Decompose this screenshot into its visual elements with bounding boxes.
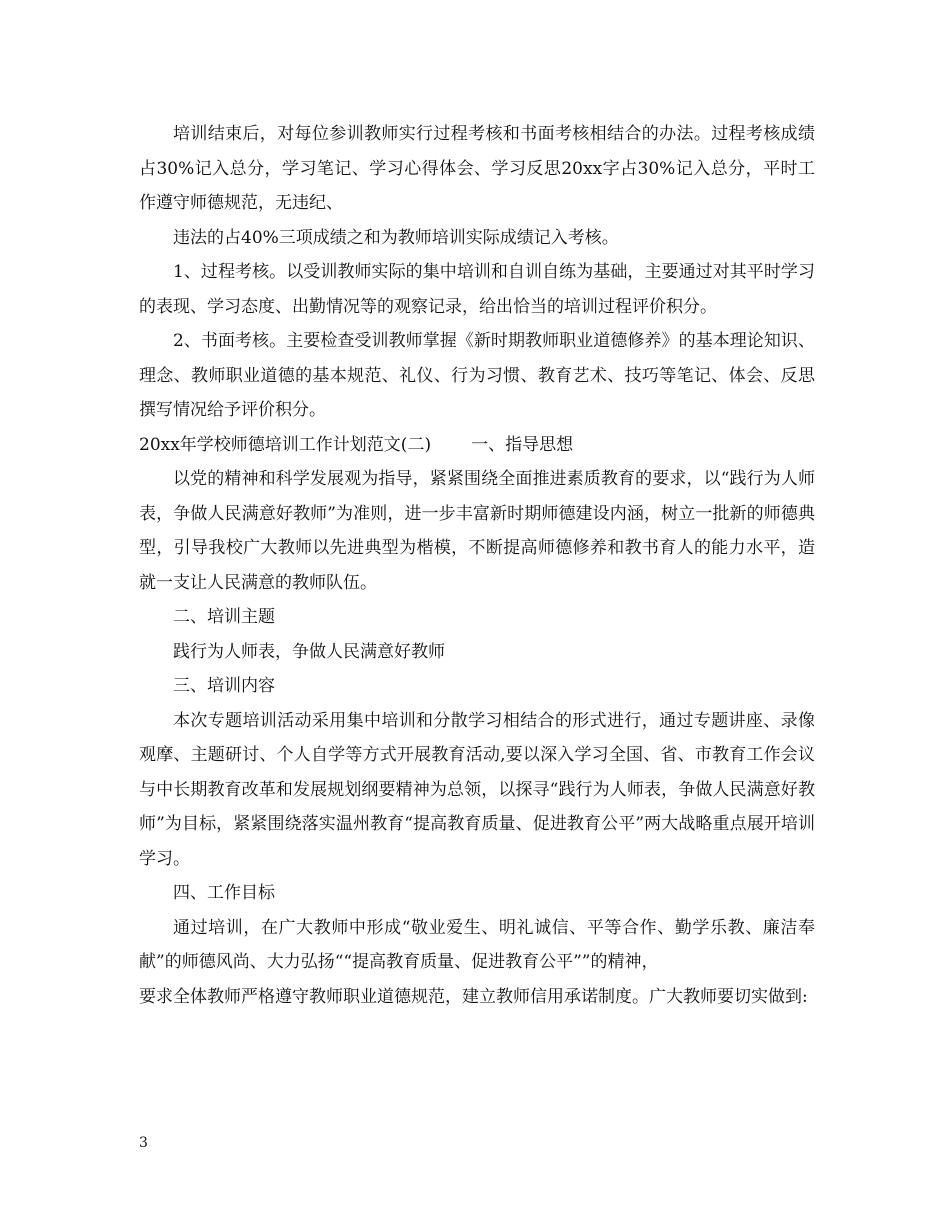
section-heading-training-theme: 二、培训主题	[173, 607, 275, 627]
paragraph-written-assessment: 2、书面考核。主要检查受训教师掌握《新时期教师职业道德修养》的基本理论知识、理念、教师职业道德的基本规范、礼仪、行为习惯、教育艺术、技巧等笔记、体会、反思撰写情况给予评价积分。	[139, 331, 815, 420]
document-body	[139, 117, 815, 1014]
page-number: 3	[139, 1135, 148, 1151]
section-heading-line	[139, 428, 815, 463]
paragraph-work-goals-continued: 要求全体教师严格遵守教师职业道德规范，建立教师信用承诺制度。广大教师要切实做到:	[139, 986, 808, 1007]
document-title: 20xx年学校师德培训工作计划范文(二)	[139, 434, 432, 455]
paragraph-assessment-continued: 违法的占40%三项成绩之和为教师培训实际成绩记入考核。	[173, 227, 619, 248]
paragraph-training-theme: 践行为人师表，争做人民满意好教师	[173, 641, 445, 662]
paragraph-work-goals: 通过培训，在广大教师中形成“敬业爱生、明礼诚信、平等合作、勤学乐教、廉洁奉献”的师德风尚、大力弘扬““提高教育质量、促进教育公平””的精神，	[139, 917, 815, 972]
paragraph-guiding-ideology: 以党的精神和科学发展观为指导，紧紧围绕全面推进素质教育的要求，以“践行为人师表，争做人民满意好教师”为准则，进一步丰富新时期师德建设内涵，树立一批新的师德典型，引导我校广大教师以先进典型为楷模，不断提高师德修养和教书育人的能力水平，造就一支让人民满意的教师队伍。	[139, 469, 815, 593]
section-heading-work-goals: 四、工作目标	[173, 883, 275, 903]
section-heading-guiding-ideology: 一、指导思想	[471, 434, 574, 455]
paragraph-process-assessment: 1、过程考核。以受训教师实际的集中培训和自训自练为基础，主要通过对其平时学习的表现、学习态度、出勤情况等的观察记录，给出恰当的培训过程评价积分。	[139, 262, 815, 317]
paragraph-assessment-method: 培训结束后，对每位参训教师实行过程考核和书面考核相结合的办法。过程考核成绩占30%记入总分，学习笔记、学习心得体会、学习反思20xx字占30%记入总分，平时工作遵守师德规范，无违纪、	[139, 124, 815, 213]
section-heading-training-content: 三、培训内容	[173, 676, 275, 696]
paragraph-training-content: 本次专题培训活动采用集中培训和分散学习相结合的形式进行，通过专题讲座、录像观摩、主题研讨、个人自学等方式开展教育活动,要以深入学习全国、省、市教育工作会议与中长期教育改革和发展规划纲要精神为总领，以探寻“践行为人师表，争做人民满意好教师”为目标，紧紧围绕落实温州教育“提高教育质量、促进教育公平”两大战略重点展开培训学习。	[139, 710, 815, 869]
